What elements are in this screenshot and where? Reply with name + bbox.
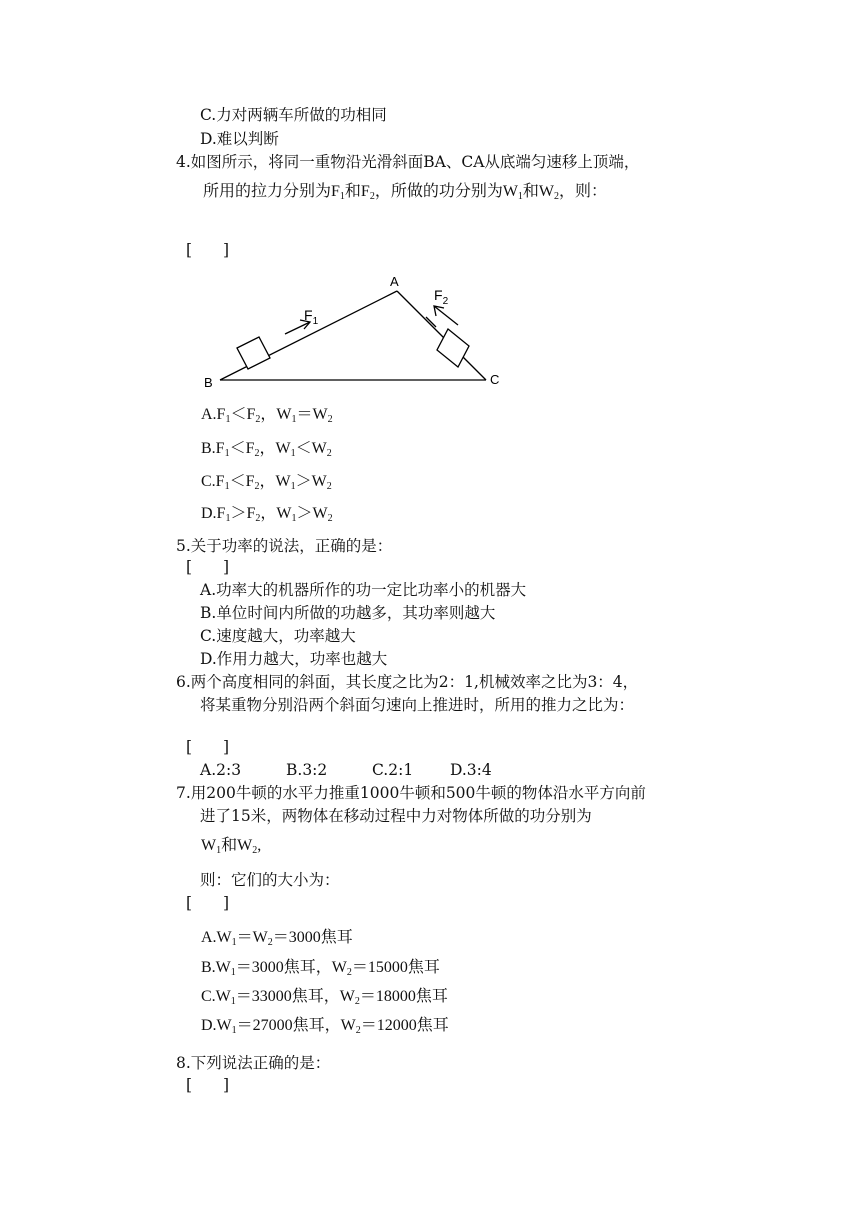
label-b: B	[204, 375, 213, 390]
q4-stem-line1: 4.如图所示，将同一重物沿光滑斜面BA、CA从底端匀速移上顶端，	[176, 153, 640, 171]
q5-option-b: B.单位时间内所做的功越多，其功率则越大	[200, 604, 496, 622]
incline-ca	[397, 291, 486, 380]
q7-stem-line2: 进了15米，两物体在移动过程中力对物体所做的功分别为	[200, 807, 592, 825]
q4-option-c: $C.F_1<F_2$，$W_1>W_2$	[201, 473, 332, 492]
label-f1: $F_1$	[304, 307, 319, 327]
q6-option-a: A.2:3	[200, 761, 242, 779]
q7-stem-line3: 则：它们的大小为：	[200, 871, 340, 889]
arrow-f1	[285, 322, 310, 334]
q7-option-d: $D.W_1=27000$焦耳，$W_2=12000$焦耳	[201, 1017, 449, 1036]
incline-figure	[190, 262, 520, 392]
q7-option-b: $B.W_1=3000$焦耳，$W_2=15000$焦耳	[201, 959, 440, 978]
q7-answer-bracket: [ ]	[186, 894, 230, 912]
q4-stem-line2: 所用的拉力分别为$F_1$和$F_2$，所做的功分别为$W_1$和$W_2$，则：	[203, 183, 608, 202]
block-on-ba	[237, 337, 270, 369]
q3-option-c: C.力对两辆车所做的功相同	[200, 106, 387, 124]
q8-answer-bracket: [ ]	[186, 1076, 230, 1094]
arrow-f2	[434, 306, 458, 325]
q3-option-d: D.难以判断	[200, 130, 279, 148]
q4-option-d: $D.F_1>F_2$，$W_1>W_2$	[201, 505, 333, 524]
label-a: A	[390, 274, 399, 289]
q4-option-b: $B.F_1<F_2$，$W_1<W_2$	[201, 440, 332, 459]
q7-option-a: $A.W_1=W_2=3000$焦耳	[201, 929, 353, 948]
q4-answer-bracket: [ ]	[186, 241, 230, 259]
q6-option-c: C.2:1	[372, 761, 414, 779]
q5-option-d: D.作用力越大，功率也越大	[200, 650, 388, 668]
label-f2: $F_2$	[434, 287, 449, 307]
q5-answer-bracket: [ ]	[186, 558, 230, 576]
q5-option-c: C.速度越大，功率越大	[200, 627, 356, 645]
q6-stem-line2: 将某重物分别沿两个斜面匀速向上推进时，所用的推力之比为：	[200, 696, 635, 714]
label-c: C	[490, 372, 500, 387]
q6-option-b: B.3:2	[286, 761, 328, 779]
q6-answer-bracket: [ ]	[186, 738, 230, 756]
q6-stem-line1: 6.两个高度相同的斜面，其长度之比为2：1,机械效率之比为3：4，	[176, 673, 639, 691]
q6-option-d: D.3:4	[450, 761, 492, 779]
q7-work-symbols: $W_1$和$W_2$,	[201, 837, 262, 856]
q5-option-a: A.功率大的机器所作的功一定比功率小的机器大	[200, 581, 527, 599]
q7-option-c: $C.W_1=33000$焦耳，$W_2=18000$焦耳	[201, 988, 448, 1007]
q5-stem: 5.关于功率的说法，正确的是：	[176, 537, 393, 555]
q7-stem-line1: 7.用200牛顿的水平力推重1000牛顿和500牛顿的物体沿水平方向前	[176, 784, 646, 802]
q8-stem: 8.下列说法正确的是：	[176, 1054, 331, 1072]
q4-option-a: $A.F_1<F_2$，$W_1=W_2$	[201, 406, 333, 425]
block-on-ca	[437, 329, 469, 367]
